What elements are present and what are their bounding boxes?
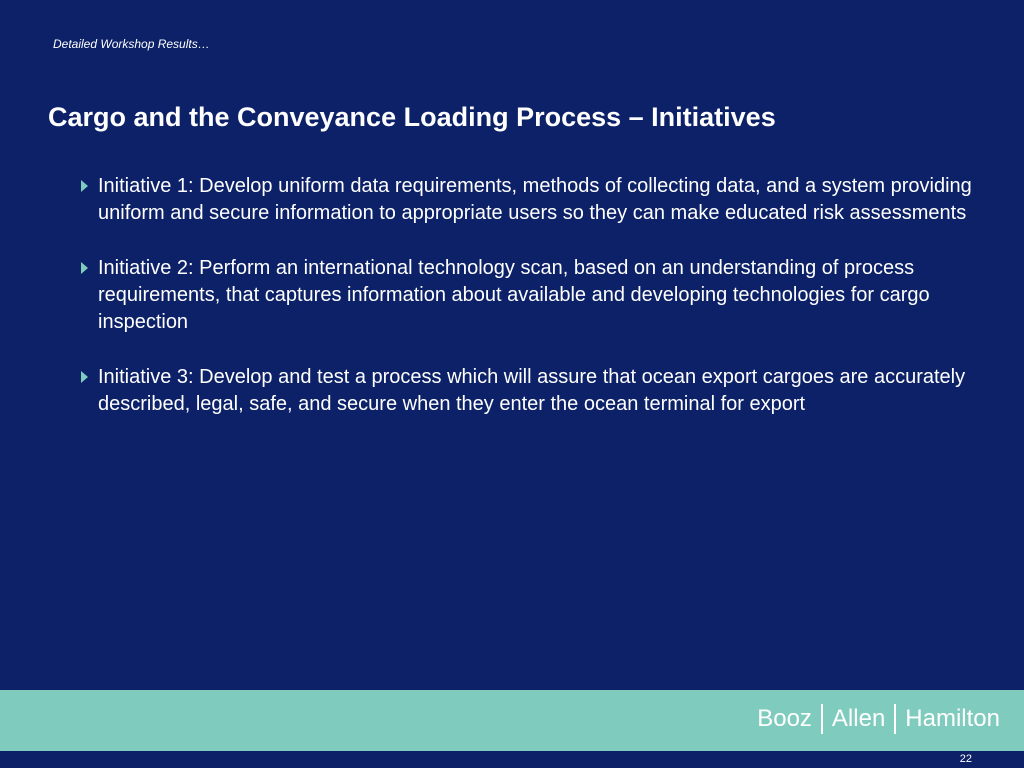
page-number: 22 <box>959 753 972 765</box>
list-item-initiative-3 <box>78 364 988 418</box>
company-logo <box>757 704 1000 734</box>
logo-word-allen: Allen <box>831 705 886 732</box>
logo-word-hamilton: Hamilton <box>905 705 1000 732</box>
triangle-right-icon <box>81 262 88 274</box>
triangle-right-icon <box>81 371 88 383</box>
slide-title: Cargo and the Conveyance Loading Process – Initiatives <box>48 102 776 132</box>
list-item-initiative-2 <box>78 255 988 336</box>
footer-band <box>0 690 1024 751</box>
initiative-text: Initiative 2: Perform an international technology scan, based on an understanding of process requirements, that captures information about available and developing technologies for cargo inspection <box>98 257 930 333</box>
logo-divider <box>821 704 823 734</box>
logo-word-booz: Booz <box>757 705 812 732</box>
section-kicker: Detailed Workshop Results… <box>53 37 210 51</box>
triangle-right-icon <box>81 180 88 192</box>
logo-divider <box>894 704 896 734</box>
initiative-text: Initiative 1: Develop uniform data requirements, methods of collecting data, and a system providing uniform and secure information to appropriate users so they can make educated risk assessments <box>98 175 972 224</box>
list-item-initiative-1 <box>78 173 988 227</box>
initiative-list <box>78 173 988 446</box>
initiative-text: Initiative 3: Develop and test a process which will assure that ocean export cargoes are accurately described, legal, safe, and secure when they enter the ocean terminal for export <box>98 366 966 415</box>
